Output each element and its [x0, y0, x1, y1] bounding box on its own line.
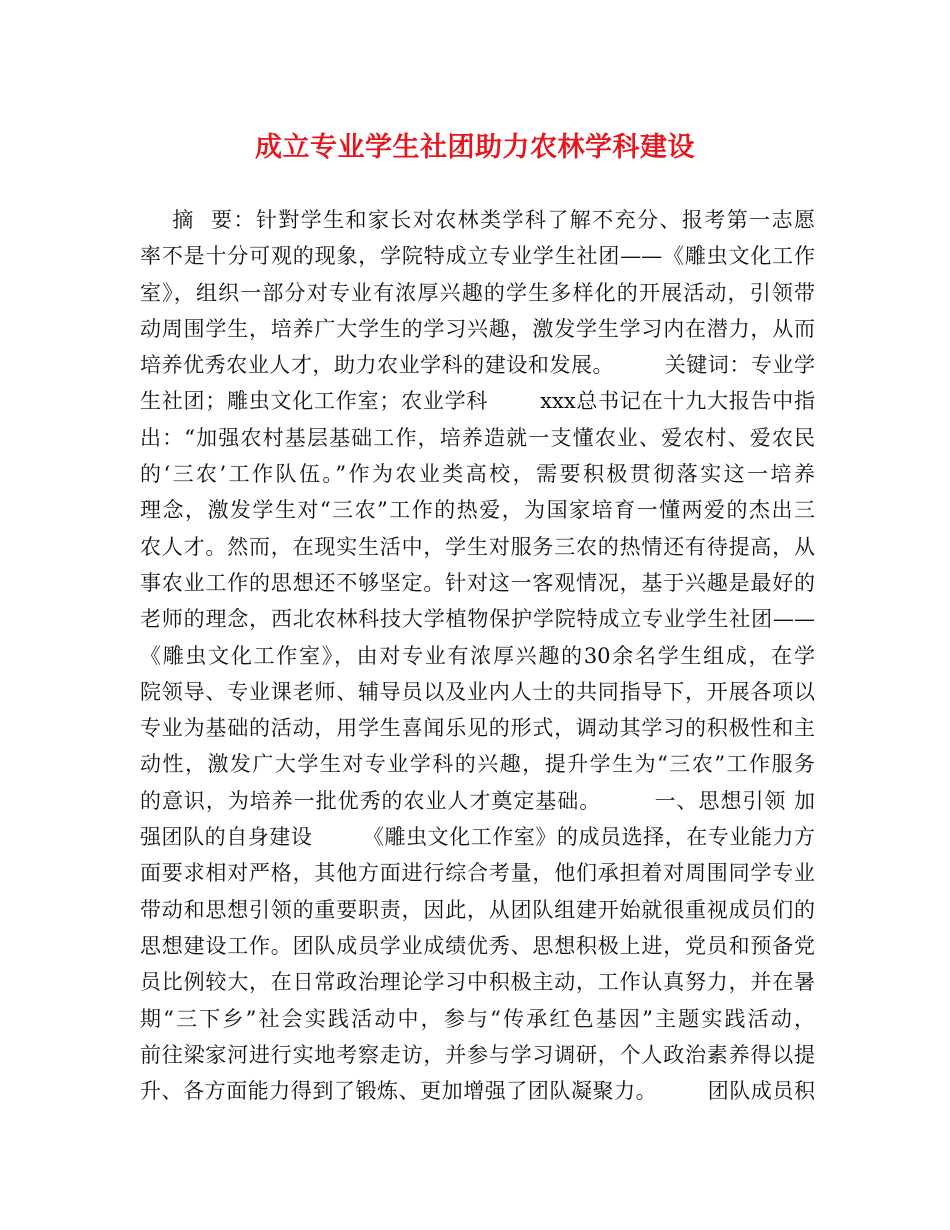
body-line: 《雕虫文化工作室》，由对专业有浓厚兴趣的30余名学生组成，在学 [140, 643, 815, 668]
body-line: 生社团；雕虫文化工作室；农业学科 xxx总书记在十九大报告中指 [140, 389, 815, 414]
body-line: 动周围学生，培养广大学生的学习兴趣，激发学生学习内在潜力，从而 [140, 316, 815, 341]
body-line: 室》，组织一部分对专业有浓厚兴趣的学生多样化的开展活动，引领带 [140, 280, 815, 305]
body-line: 前往梁家河进行实地考察走访，并参与学习调研，个人政治素养得以提 [140, 1042, 815, 1067]
body-line: 动性，激发广大学生对专业学科的兴趣，提升学生为“三农”工作服务 [140, 752, 815, 777]
document-title: 成立专业学生社团助力农林学科建设 [255, 132, 695, 163]
document-body [140, 202, 815, 1109]
body-line: 员比例较大，在日常政治理论学习中积极主动，工作认真努力，并在暑 [140, 970, 815, 995]
body-line: 面要求相对严格，其他方面进行综合考量，他们承担着对周围同学专业 [140, 861, 815, 886]
body-line: 的‘三农’工作队伍。”作为农业类高校，需要积极贯彻落实这一培养 [140, 462, 815, 487]
body-line: 率不是十分可观的现象，学院特成立专业学生社团——《雕虫文化工作 [140, 244, 815, 269]
body-line: 院领导、专业课老师、辅导员以及业内人士的共同指导下，开展各项以 [140, 679, 815, 704]
body-line: 摘 要：针對学生和家长对农林类学科了解不充分、报考第一志愿 [140, 208, 815, 232]
body-line: 培养优秀农业人才，助力农业学科的建设和发展。 关键词：专业学 [140, 353, 815, 378]
body-line: 专业为基础的活动，用学生喜闻乐见的形式，调动其学习的积极性和主 [140, 716, 815, 741]
body-line: 出：“加强农村基层基础工作，培养造就一支懂农业、爱农村、爱农民 [140, 425, 815, 450]
body-line: 的意识，为培养一批优秀的农业人才奠定基础。 一、思想引领 加 [140, 788, 815, 813]
body-line: 带动和思想引领的重要职责，因此，从团队组建开始就很重视成员们的 [140, 897, 815, 922]
body-line: 期“三下乡”社会实践活动中，参与“传承红色基因”主题实践活动， [140, 1006, 815, 1031]
body-line: 理念，激发学生对“三农”工作的热爱，为国家培育一懂两爱的杰出三 [140, 498, 815, 523]
body-line: 农人才。然而，在现实生活中，学生对服务三农的热情还有待提高，从 [140, 534, 815, 559]
body-line: 老师的理念，西北农林科技大学植物保护学院特成立专业学生社团—— [140, 607, 815, 632]
body-line: 事农业工作的思想还不够坚定。针对这一客观情况，基于兴趣是最好的 [140, 570, 815, 595]
body-line: 强团队的自身建设 《雕虫文化工作室》的成员选择，在专业能力方 [140, 825, 815, 850]
body-line: 升、各方面能力得到了锻炼、更加增强了团队凝聚力。 团队成员积 [140, 1079, 815, 1104]
body-line: 思想建设工作。团队成员学业成绩优秀、思想积极上进，党员和预备党 [140, 933, 815, 958]
